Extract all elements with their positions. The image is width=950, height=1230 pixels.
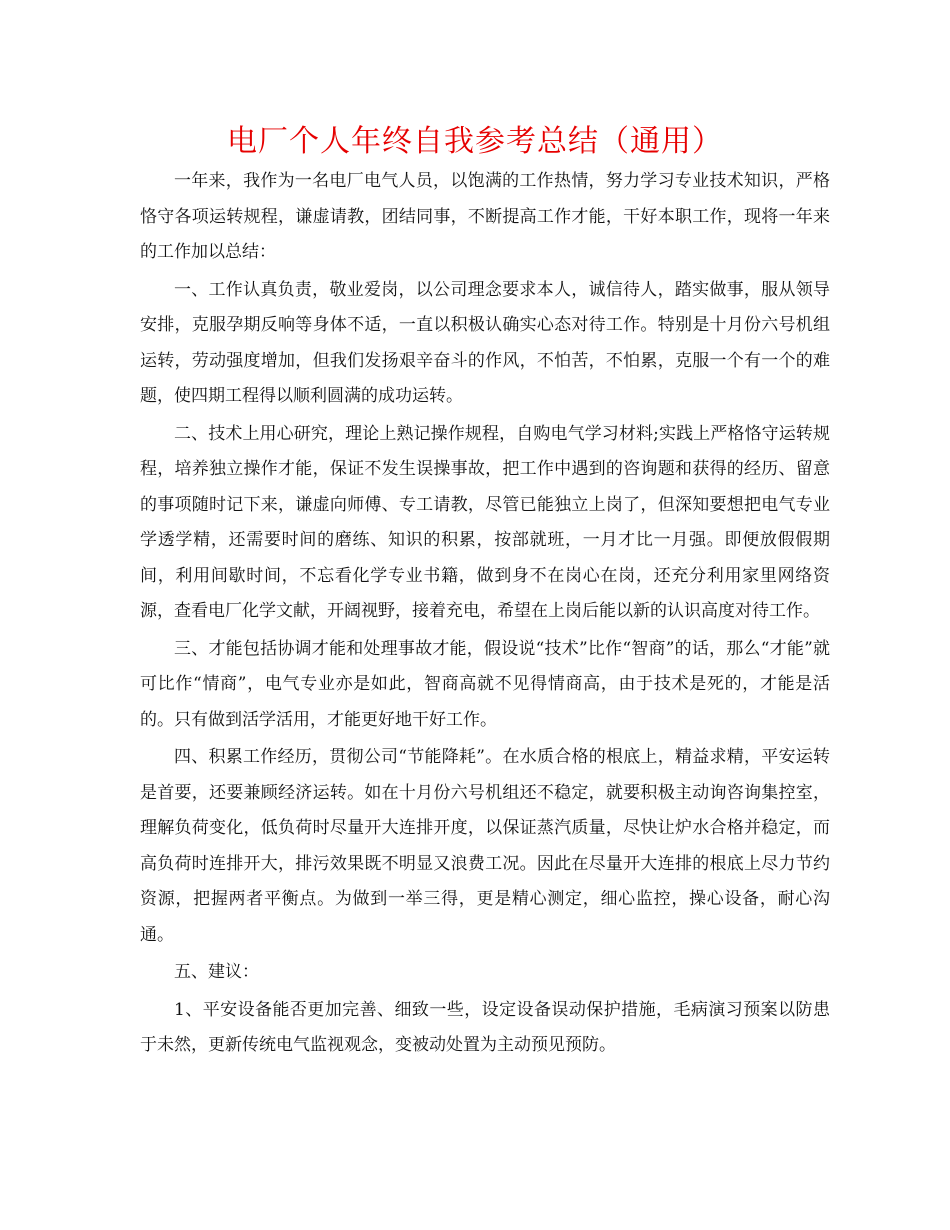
paragraph-section-5-heading: 五、建议： [174,962,259,982]
paragraph-section-1: 一、工作认真负责，敬业爱岗，以公司理念要求本人，诚信待人，踏实做事，服从领导安排，克服孕期反响等身体不适，一直以积极认确实心态对待工作。特别是十月份六号机组运转，劳动强度增加，但我们发扬艰辛奋斗的作风，不怕苦，不怕累，克服一个有一个的难题，使四期工程得以顺利圆满的成功运转。 [140,279,830,406]
paragraph-suggestion-1: 1、平安设备能否更加完善、细致一些，设定设备误动保护措施，毛病演习预案以防患于未然，更新传统电气监视观念，变被动处置为主动预见预防。 [140,999,830,1055]
paragraph-section-3: 三、才能包括协调才能和处理事故才能，假设说“技术”比作“智商”的话，那么“才能”就可比作“情商”，电气专业亦是如此，智商高就不见得情商高，由于技术是死的，才能是活的。只有做到活学活用，才能更好地干好工作。 [140,638,830,730]
document-body [140,164,830,1066]
paragraph-section-2: 二、技术上用心研究，理论上熟记操作规程，自购电气学习材料;实践上严格恪守运转规程，培养独立操作才能，保证不发生误操事故，把工作中遇到的咨询题和获得的经历、留意的事项随时记下来，谦虚向师傅、专工请教，尽管已能独立上岗了，但深知要想把电气专业学透学精，还需要时间的磨练、知识的积累，按部就班，一月才比一月强。即便放假假期间，利用间歇时间，不忘看化学专业书籍，做到身不在岗心在岗，还充分利用家里网络资源，查看电厂化学文献，开阔视野，接着充电，希望在上岗后能以新的认识高度对待工作。 [140,423,830,621]
document-title: 电厂个人年终自我参考总结（通用） [227,124,723,159]
paragraph-section-4: 四、积累工作经历，贯彻公司“节能降耗”。在水质合格的根底上，精益求精，平安运转是首要，还要兼顾经济运转。如在十月份六号机组还不稳定，就要积极主动询咨询集控室，理解负荷变化，低负荷时尽量开大连排开度，以保证蒸汽质量，尽快让炉水合格并稳定，而高负荷时连排开大，排污效果既不明显又浪费工况。因此在尽量开大连排的根底上尽力节约资源，把握两者平衡点。为做到一举三得，更是精心测定，细心监控，操心设备，耐心沟通。 [140,747,830,945]
paragraph-intro: 一年来，我作为一名电厂电气人员，以饱满的工作热情，努力学习专业技术知识，严格恪守各项运转规程，谦虚请教，团结同事，不断提高工作才能，干好本职工作，现将一年来的工作加以总结： [140,171,830,262]
